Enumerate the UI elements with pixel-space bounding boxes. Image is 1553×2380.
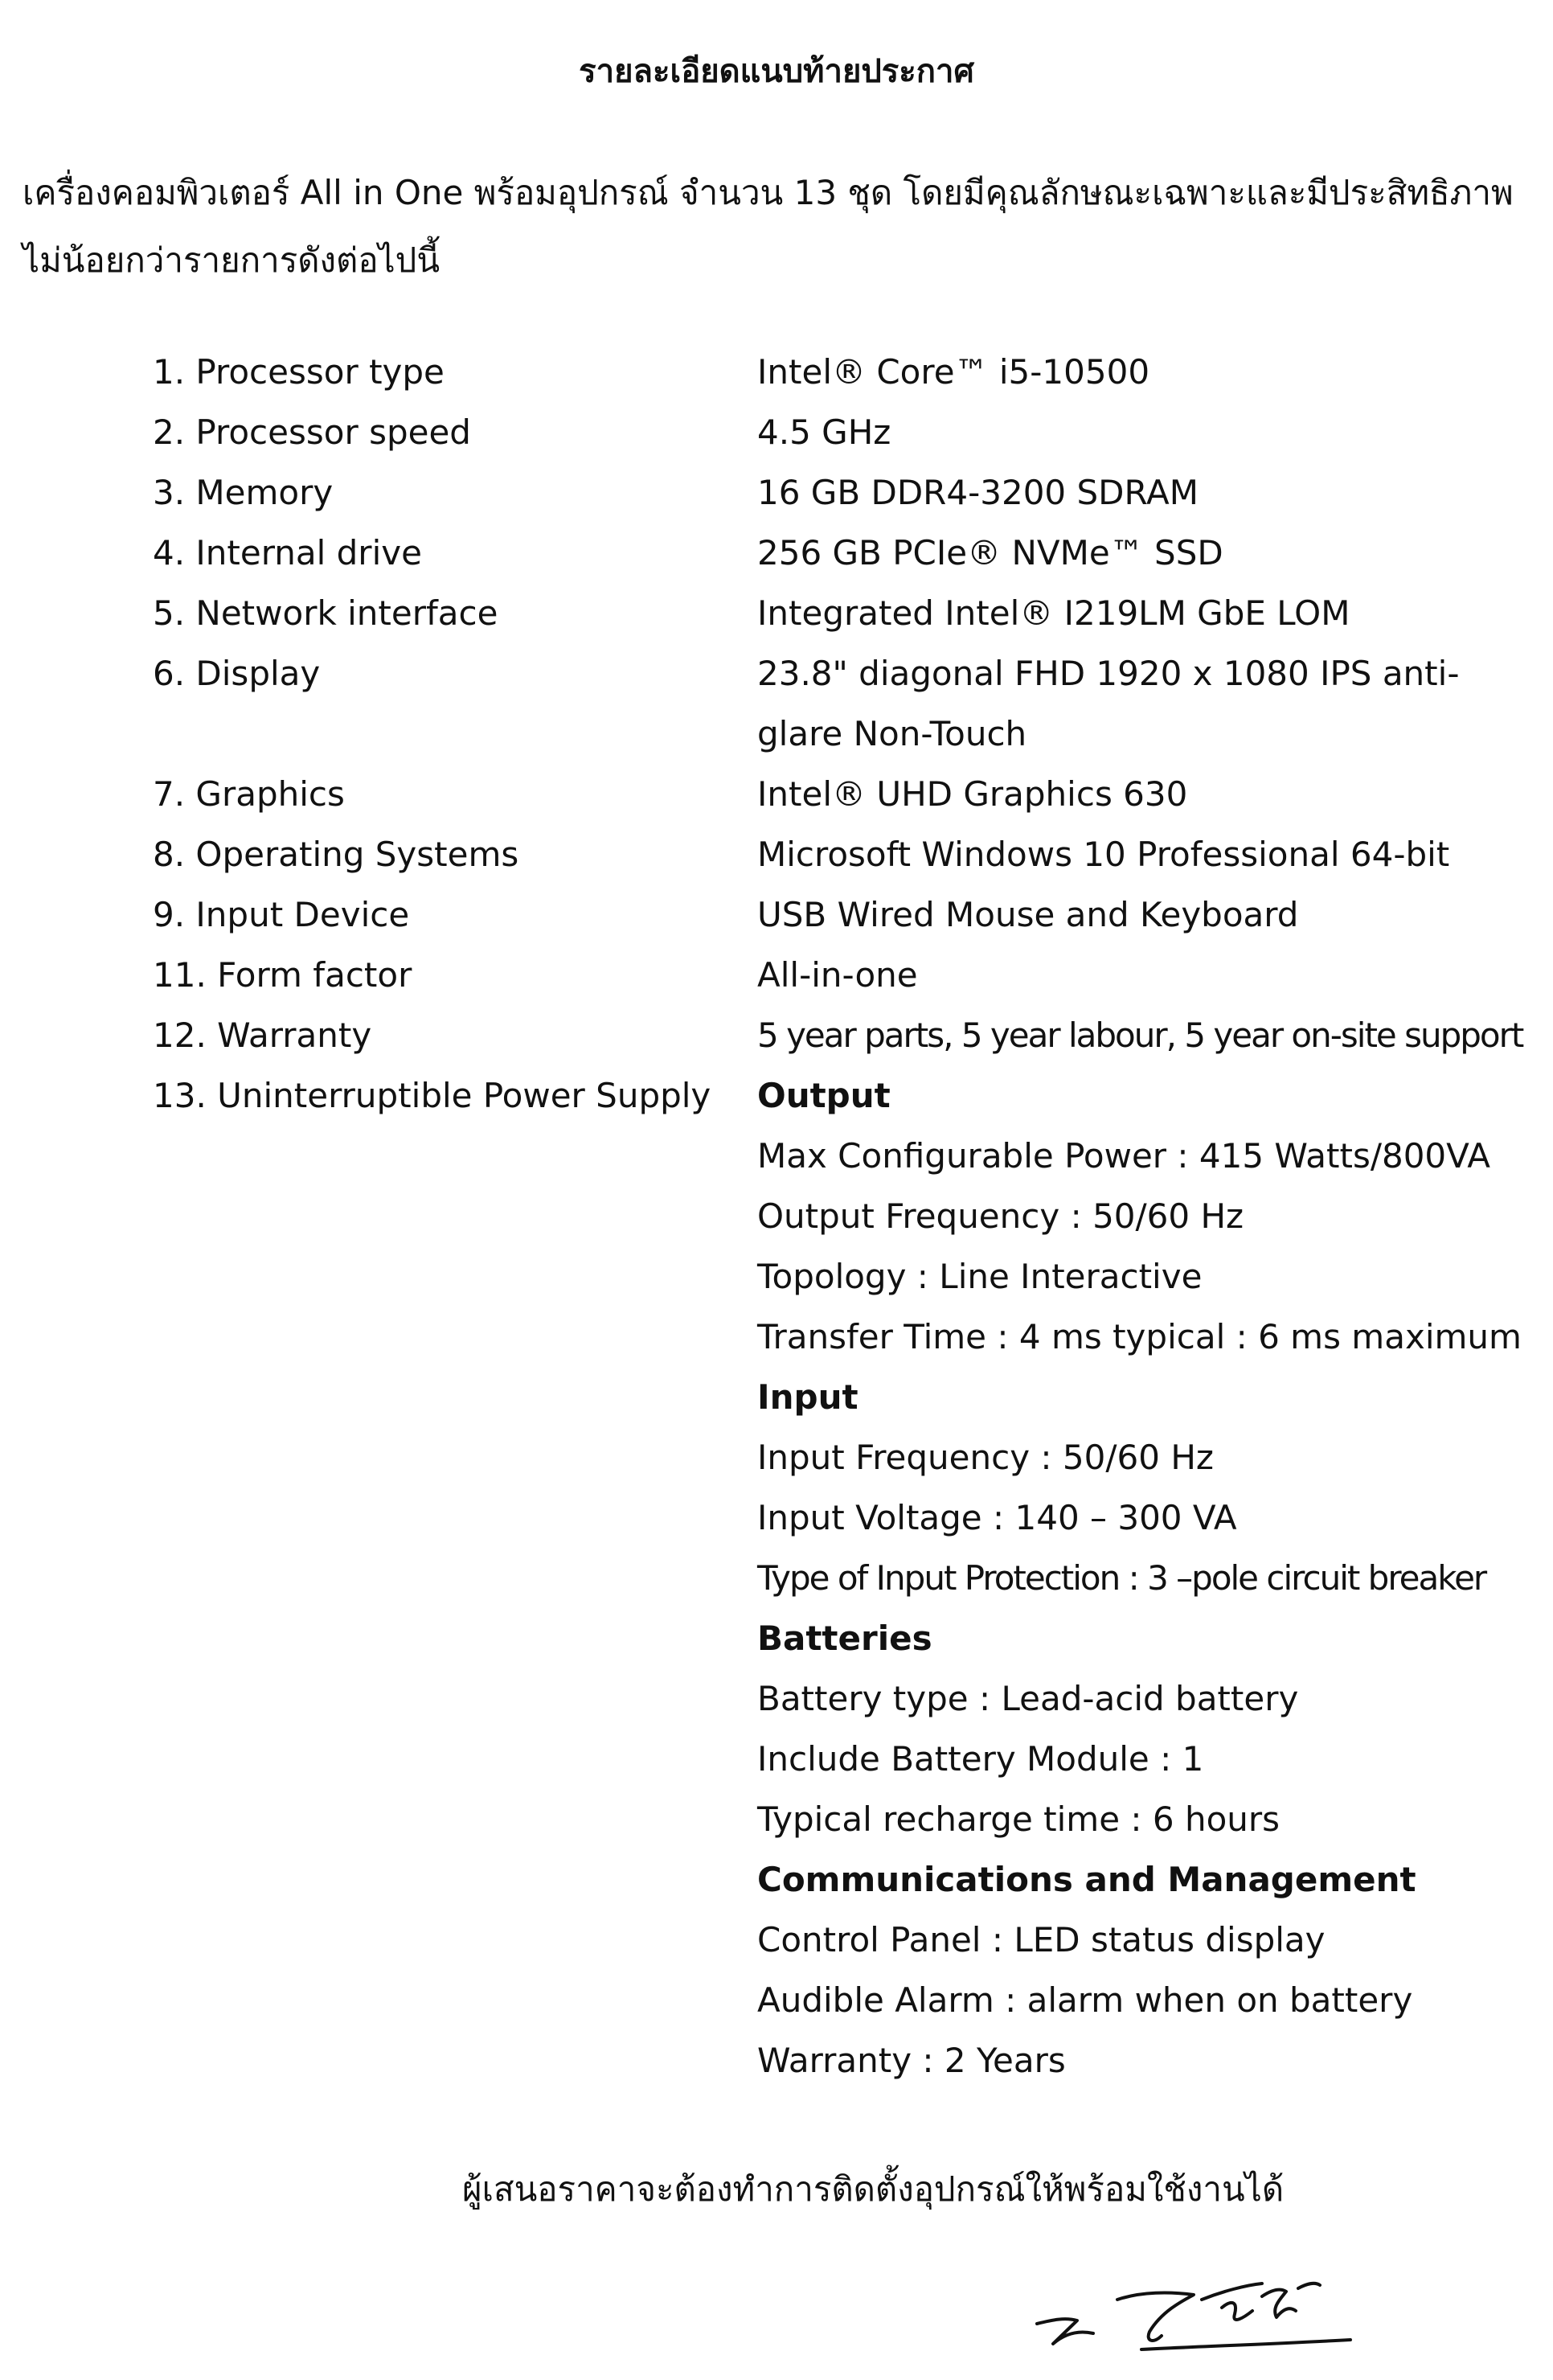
- spec-value-line: Max Configurable Power : 415 Watts/800VA: [757, 1136, 1490, 1176]
- spec-value-line: Microsoft Windows 10 Professional 64-bit: [757, 835, 1450, 874]
- spec-label: 4. Internal drive: [153, 533, 422, 572]
- spec-value-line: 256 GB PCIe® NVMe™ SSD: [757, 533, 1223, 572]
- spec-value: [757, 523, 1545, 583]
- spec-label: 7. Graphics: [153, 774, 345, 814]
- spec-row: [0, 342, 1553, 402]
- spec-row: [0, 643, 1553, 764]
- spec-label: 9. Input Device: [153, 895, 410, 934]
- spec-value: [757, 1005, 1545, 1065]
- spec-row: [0, 1005, 1553, 1065]
- spec-row: [0, 402, 1553, 462]
- spec-row: [0, 1065, 1553, 2091]
- spec-value: [757, 583, 1545, 643]
- spec-value-line: Typical recharge time : 6 hours: [757, 1799, 1281, 1839]
- spec-value-line: All-in-one: [757, 955, 918, 995]
- spec-row: [0, 583, 1553, 643]
- spec-value-line: 16 GB DDR4-3200 SDRAM: [757, 473, 1199, 512]
- spec-row: [0, 764, 1553, 824]
- spec-value-line: Intel® Core™ i5-10500: [757, 352, 1150, 392]
- spec-row: [0, 824, 1553, 884]
- spec-value: [757, 764, 1545, 824]
- spec-value-line: Audible Alarm : alarm when on battery: [757, 1980, 1413, 2020]
- spec-value: [757, 824, 1545, 884]
- spec-value-line: Input Frequency : 50/60 Hz: [757, 1438, 1214, 1477]
- spec-label: 8. Operating Systems: [153, 835, 519, 874]
- intro-paragraph: เครื่องคอมพิวเตอร์ All in One พร้อมอุปกรณ์ จำนวน 13 ชุด โดยมีคุณลักษณะเฉพาะและมีประสิทธิภาพไม่น้อยกว่ารายการดังต่อไปนี้: [23, 173, 1514, 280]
- spec-row: [0, 884, 1553, 945]
- spec-section-heading: Batteries: [757, 1619, 932, 1658]
- spec-value-line: Type of Input Protection : 3 –pole circuit breaker: [757, 1558, 1486, 1598]
- spec-value-line: 23.8" diagonal FHD 1920 x 1080 IPS anti-: [757, 654, 1460, 693]
- spec-section-heading: Communications and Management: [757, 1860, 1416, 1899]
- spec-section-heading: Input: [757, 1377, 858, 1417]
- spec-section-heading: Output: [757, 1076, 891, 1115]
- spec-value-line: Control Panel : LED status display: [757, 1920, 1326, 1959]
- spec-list: [0, 342, 1553, 2091]
- spec-label: 12. Warranty: [153, 1016, 372, 1055]
- spec-label: 11. Form factor: [153, 955, 412, 995]
- spec-value-line: Transfer Time : 4 ms typical : 6 ms maximum: [757, 1317, 1522, 1356]
- closing-statement: ผู้เสนอราคาจะต้องทำการติดตั้งอุปกรณ์ให้พร้อมใช้งานได้: [462, 2169, 1285, 2209]
- spec-value-line: glare Non-Touch: [757, 714, 1027, 753]
- spec-value-line: Output Frequency : 50/60 Hz: [757, 1196, 1244, 1236]
- spec-label: 3. Memory: [153, 473, 334, 512]
- spec-value: [757, 462, 1545, 523]
- spec-value-line: USB Wired Mouse and Keyboard: [757, 895, 1299, 934]
- document-title: รายละเอียดแนบท้ายประกาศ: [579, 53, 974, 90]
- spec-value-line: Intel® UHD Graphics 630: [757, 774, 1188, 814]
- spec-value: [757, 342, 1545, 402]
- signature: [1021, 2243, 1358, 2364]
- spec-label: 6. Display: [153, 654, 321, 693]
- spec-row: [0, 945, 1553, 1005]
- spec-value: [757, 945, 1545, 1005]
- spec-value: [757, 643, 1545, 764]
- spec-label: 13. Uninterruptible Power Supply: [153, 1076, 711, 1115]
- spec-value-line: Warranty : 2 Years: [757, 2041, 1066, 2080]
- spec-value: [757, 884, 1545, 945]
- spec-value-line: Integrated Intel® I219LM GbE LOM: [757, 593, 1350, 633]
- spec-value-line: Topology : Line Interactive: [757, 1257, 1203, 1296]
- spec-label: 2. Processor speed: [153, 412, 471, 452]
- spec-value-line: 4.5 GHz: [757, 412, 891, 452]
- spec-row: [0, 462, 1553, 523]
- spec-row: [0, 523, 1553, 583]
- spec-value: [757, 1065, 1545, 2091]
- spec-label: 5. Network interface: [153, 593, 498, 633]
- spec-label: 1. Processor type: [153, 352, 445, 392]
- spec-value-line: Battery type : Lead-acid battery: [757, 1679, 1299, 1718]
- spec-value-line: Include Battery Module : 1: [757, 1739, 1204, 1779]
- spec-value-line: 5 year parts, 5 year labour, 5 year on-site support: [757, 1016, 1523, 1055]
- spec-value-line: Input Voltage : 140 – 300 VA: [757, 1498, 1237, 1537]
- spec-value: [757, 402, 1545, 462]
